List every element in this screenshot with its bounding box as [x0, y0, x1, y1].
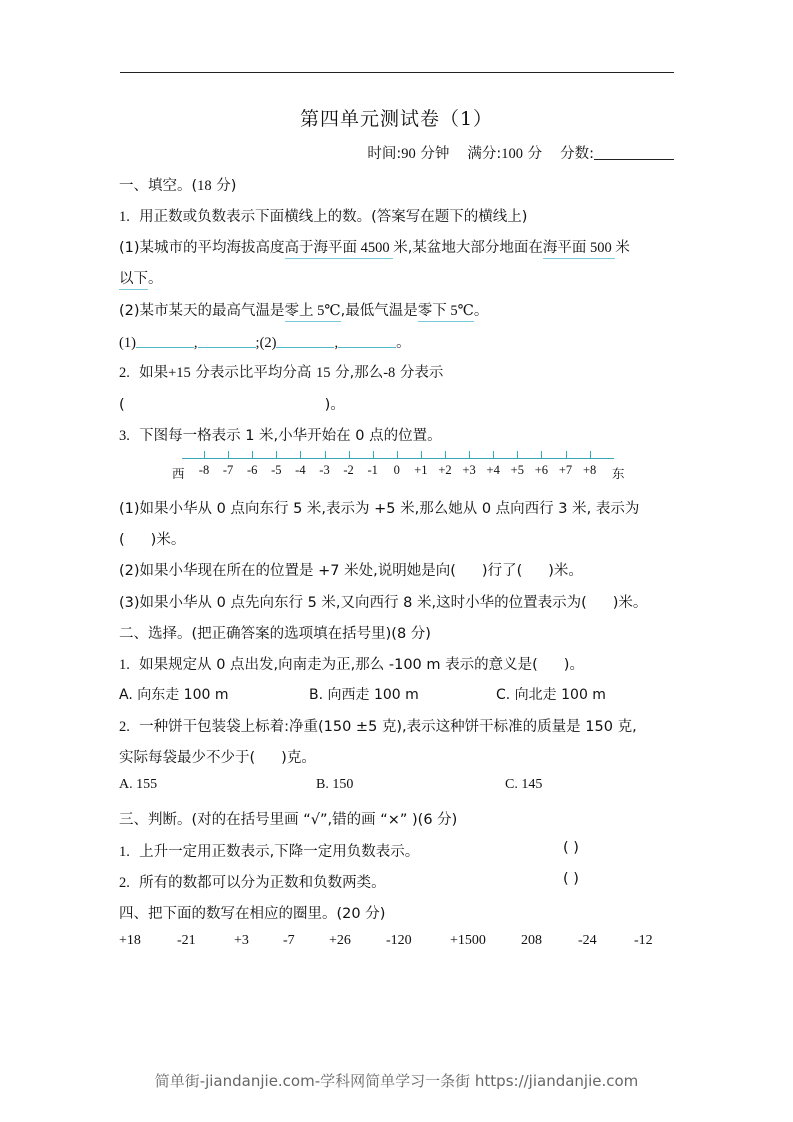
s1-q2-stem: 2. 如果+15 分表示比平均分高 15 分,那么-8 分表示 — [119, 365, 444, 381]
number-item: -21 — [177, 933, 196, 948]
number-item: -7 — [283, 933, 295, 948]
number-item: +1500 — [450, 933, 486, 948]
number-line-label: +8 — [582, 463, 597, 477]
s1-q3-part1: (1)如果小华从 0 点向东行 5 米,表示为 +5 米,那么她从 0 点向西行 3 米, 表示为 — [119, 501, 640, 517]
s1-q1-part1-cont: 以下。 — [119, 267, 163, 288]
number-item: +26 — [329, 933, 351, 948]
number-line-tick — [445, 451, 446, 458]
number-line-tick — [252, 451, 253, 458]
number-item: -12 — [634, 933, 653, 948]
section-4-heading: 四、把下面的数写在相应的圈里。(20 分) — [119, 906, 386, 922]
time-unit: 分钟 — [420, 146, 450, 162]
number-line-label: -8 — [198, 463, 210, 477]
number-item: +18 — [119, 933, 141, 948]
number-line-label: -5 — [271, 463, 282, 477]
number-line-label: +1 — [414, 463, 428, 477]
number-line-label: -2 — [343, 463, 354, 477]
section-2-heading: 二、选择。(把正确答案的选项填在括号里)(8 分) — [119, 626, 431, 642]
number-line-label: -3 — [319, 463, 330, 477]
answer-blank-2b[interactable] — [338, 335, 396, 348]
number-line-label: +4 — [486, 463, 500, 477]
number-item: 208 — [521, 933, 542, 948]
east-label: 东 — [612, 466, 625, 481]
number-line-tick — [469, 451, 470, 458]
s3-item-1: 1. 上升一定用正数表示,下降一定用负数表示。 — [119, 844, 420, 860]
score-blank[interactable] — [594, 145, 674, 160]
full-score-value: 100 — [501, 146, 523, 162]
s1-q1-part1: (1)某城市的平均海拔高度高于海平面 4500 米,某盆地大部分地面在海平面 500 米 — [119, 236, 630, 257]
number-line-label: +6 — [534, 463, 549, 477]
score-label: 分数: — [560, 146, 594, 162]
number-line-label: -7 — [222, 463, 234, 477]
number-line-tick — [325, 451, 326, 458]
number-line-label: -4 — [295, 463, 306, 477]
s2-q2-option-a[interactable]: A. 155 — [119, 777, 158, 792]
number-line-tick — [493, 451, 494, 458]
number-line-tick — [204, 451, 205, 458]
number-line-tick — [541, 451, 542, 458]
number-line-label: +5 — [510, 463, 524, 477]
number-line-tick — [517, 451, 518, 458]
number-item: -24 — [578, 933, 597, 948]
number-line-axis — [182, 458, 614, 459]
s2-q2-option-c[interactable]: C. 145 — [505, 777, 543, 792]
s1-q3-stem: 3. 下图每一格表示 1 米,小华开始在 0 点的位置。 — [119, 428, 442, 444]
answer-blank-1a[interactable] — [136, 335, 194, 348]
s2-q1-stem: 1. 如果规定从 0 点出发,向南走为正,那么 -100 m 表示的意义是( )。 — [119, 657, 584, 673]
number-line-label: -6 — [246, 463, 258, 477]
number-line-tick — [300, 451, 301, 458]
number-line-tick — [397, 451, 398, 458]
number-item: +3 — [234, 933, 249, 948]
time-label: 时间: — [367, 146, 402, 162]
number-line-label: -1 — [367, 463, 378, 477]
s1-q2-answer: ( )。 — [119, 397, 345, 413]
full-score-unit: 分 — [527, 146, 543, 162]
page-title: 第四单元测试卷（1） — [299, 108, 494, 130]
s3-item-1-answer[interactable]: ( ) — [563, 840, 579, 856]
number-line-tick — [373, 451, 374, 458]
s1-q1-part2: (2)某市某天的最高气温是零上 5℃,最低气温是零下 5℃。 — [119, 299, 488, 320]
section-1-heading: 一、填空。(18 分) — [119, 178, 237, 194]
full-score-label: 满分: — [467, 146, 502, 162]
number-line-tick — [566, 451, 567, 458]
footer-watermark: 简单街-jiandanjie.com-学科网简单学习一条街 https://jiandanjie.com — [154, 1072, 639, 1090]
west-label: 西 — [172, 466, 185, 481]
s2-q1-option-c[interactable]: C. 向北走 100 m — [496, 687, 606, 703]
s2-q2-stem: 2. 一种饼干包装袋上标着:净重(150 ±5 克),表示这种饼干标准的质量是 150 克, — [119, 719, 637, 735]
s2-q1-option-a[interactable]: A. 向东走 100 m — [119, 687, 229, 703]
time-value: 90 — [401, 146, 416, 162]
s2-q2-stem-cont: 实际每袋最少不少于( )克。 — [119, 750, 316, 766]
s1-q1-answers: (1) , ;(2) , 。 — [119, 335, 411, 351]
s3-item-2-answer[interactable]: ( ) — [563, 871, 579, 887]
s2-q1-option-b[interactable]: B. 向西走 100 m — [309, 687, 419, 703]
exam-meta — [367, 142, 674, 163]
number-line-tick — [421, 451, 422, 458]
number-line-tick — [590, 451, 591, 458]
number-line-tick — [276, 451, 277, 458]
number-line — [168, 448, 638, 480]
number-line-label: +7 — [558, 463, 573, 477]
s2-q2-option-b[interactable]: B. 150 — [316, 777, 354, 792]
s3-item-2: 2. 所有的数都可以分为正数和负数两类。 — [119, 875, 386, 891]
number-line-label: +3 — [462, 463, 476, 477]
s1-q3-part1-answer: ( )米。 — [119, 532, 186, 548]
number-line-label: +2 — [438, 463, 452, 477]
number-line-tick — [349, 451, 350, 458]
answer-blank-1b[interactable] — [198, 335, 256, 348]
number-item: -120 — [386, 933, 412, 948]
answer-blank-2a[interactable] — [276, 335, 334, 348]
s1-q3-part3: (3)如果小华从 0 点先向东行 5 米,又向西行 8 米,这时小华的位置表示为( )米。 — [119, 595, 648, 611]
s1-q1-stem: 1. 用正数或负数表示下面横线上的数。(答案写在题下的横线上) — [119, 209, 528, 225]
s1-q3-part2: (2)如果小华现在所在的位置是 +7 米处,说明她是向( )行了( )米。 — [119, 563, 583, 579]
number-line-tick — [228, 451, 229, 458]
section-3-heading: 三、判断。(对的在括号里画 “√”,错的画 “×” )(6 分) — [119, 812, 458, 828]
number-line-label: 0 — [393, 463, 400, 477]
header-rule — [120, 72, 674, 73]
